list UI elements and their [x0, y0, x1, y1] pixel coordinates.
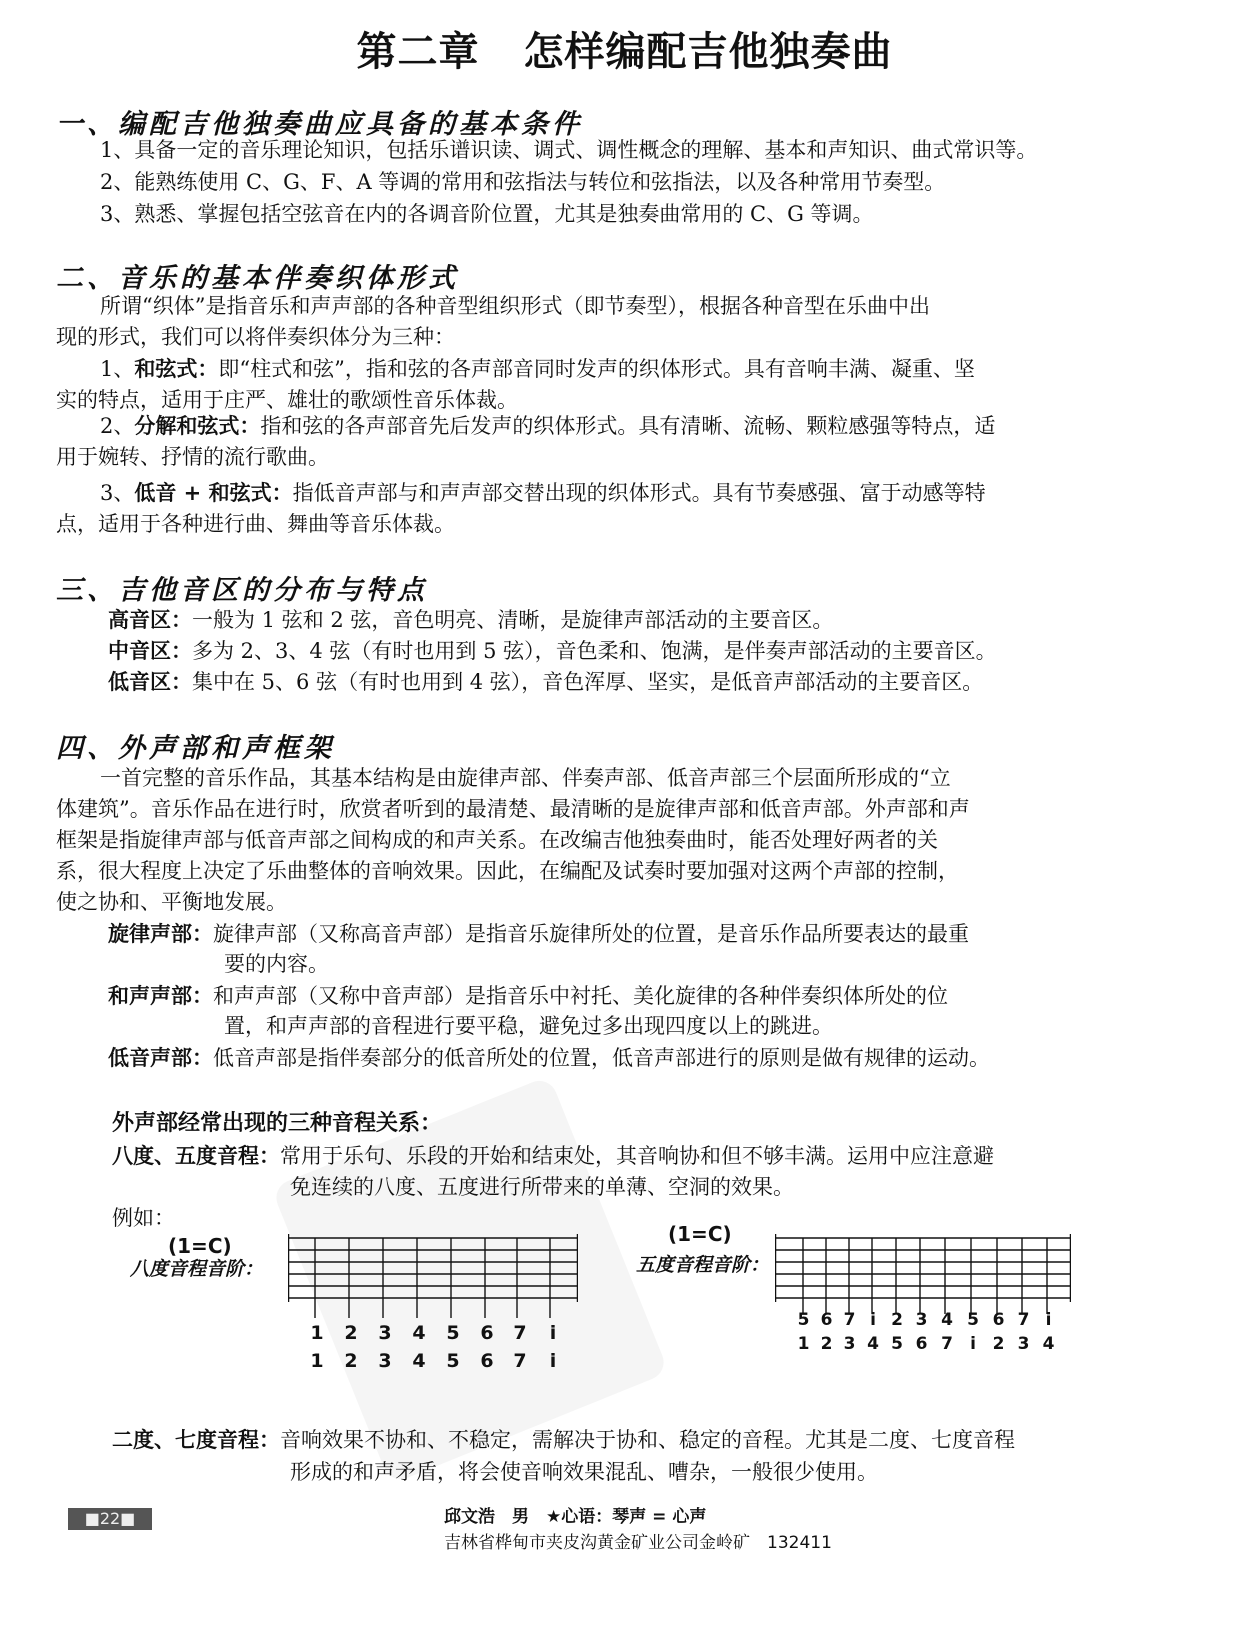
page-number-badge: ■22■ [68, 1508, 152, 1530]
s4-def-harmony-cont: 置，和声声部的音程进行要平稳，避免过多出现四度以上的跳进。 [224, 1014, 833, 1038]
s2-intro-line-2: 现的形式，我们可以将伴奏织体分为三种： [56, 325, 455, 349]
s4-def-bass: 低音声部：低音声部是指伴奏部分的低音所处的位置，低音声部进行的原则是做有规律的运动。 [108, 1046, 990, 1070]
right-notes-bottom: 1 2 3 4 5 6 7 i 2 3 4 [797, 1334, 1055, 1354]
s4-para-line-1: 一首完整的音乐作品，其基本结构是由旋律声部、伴奏声部、低音声部三个层面所形成的“立 [100, 766, 951, 790]
example-label: 例如： [112, 1206, 175, 1230]
intervals-octave-fifth: 八度、五度音程：常用于乐句、乐段的开始和结束处，其音响协和但不够丰满。运用中应注意避 [112, 1144, 994, 1168]
s1-item-1: 1、具备一定的音乐理论知识，包括乐谱识读、调式、调性概念的理解、基本和声知识、曲式常识等。 [100, 138, 1038, 162]
left-guitar-tab [288, 1228, 578, 1318]
s4-para-line-2: 体建筑”。音乐作品在进行时，欣赏者听到的最清楚、最清晰的是旋律声部和低音声部。外声部和声 [56, 797, 970, 821]
s2-item-2: 2、分解和弦式：指和弦的各声部音先后发声的织体形式。具有清晰、流畅、颗粒感强等特点，适 [100, 414, 996, 438]
footer-author: 邱文浩 男 ★心语：琴声 = 心声 [444, 1507, 707, 1527]
footer-address: 吉林省桦甸市夹皮沟黄金矿业公司金岭矿 132411 [444, 1533, 832, 1553]
s2-item-3: 3、低音 + 和弦式：指低音声部与和声声部交替出现的织体形式。具有节奏感强、富于动感等特 [100, 481, 986, 505]
section-4-heading: 四、外声部和声框架 [56, 733, 335, 764]
section-3-heading: 三、吉他音区的分布与特点 [56, 575, 428, 606]
s1-item-3: 3、熟悉、掌握包括空弦音在内的各调音阶位置，尤其是独奏曲常用的 C、G 等调。 [100, 202, 874, 226]
s3-range-low: 低音区：集中在 5、6 弦（有时也用到 4 弦），音色浑厚、坚实，是低音声部活动的主要音区。 [108, 670, 984, 694]
left-notes-bottom: 1 2 3 4 5 6 7 i [310, 1350, 557, 1372]
right-tab-label: 五度音程音阶： [636, 1254, 770, 1276]
s4-def-melody: 旋律声部：旋律声部（又称高音声部）是指音乐旋律所处的位置，是音乐作品所要表达的最重 [108, 922, 969, 946]
intervals-second-seventh-cont: 形成的和声矛盾，将会使音响效果混乱、嘈杂，一般很少使用。 [290, 1460, 878, 1484]
s2-intro-line-1: 所谓“织体”是指音乐和声声部的各种音型组织形式（即节奏型），根据各种音型在乐曲中出 [100, 294, 930, 318]
right-guitar-tab [775, 1230, 1071, 1314]
s2-item-1: 1、和弦式：即“柱式和弦”，指和弦的各声部音同时发声的织体形式。具有音响丰满、凝重、坚 [100, 357, 975, 381]
intervals-second-seventh: 二度、七度音程：音响效果不协和、不稳定，需解决于协和、稳定的音程。尤其是二度、七度音程 [112, 1428, 1015, 1452]
left-notes-top: 1 2 3 4 5 6 7 i [310, 1322, 557, 1344]
s3-range-high: 高音区：一般为 1 弦和 2 弦，音色明亮、清晰，是旋律声部活动的主要音区。 [108, 608, 834, 632]
left-tab-label: 八度音程音阶： [130, 1258, 264, 1280]
section-1-heading: 一、编配吉他独奏曲应具备的基本条件 [56, 109, 583, 140]
right-notes-top: 5 6 7 i 2 3 4 5 6 7 i [797, 1310, 1052, 1330]
s2-item-2-cont: 用于婉转、抒情的流行歌曲。 [56, 445, 329, 469]
right-key-signature: (1=C) [668, 1222, 732, 1246]
page-title: 第二章 怎样编配吉他独奏曲 [356, 29, 893, 75]
s4-def-melody-cont: 要的内容。 [224, 952, 329, 976]
s4-para-line-5: 使之协和、平衡地发展。 [56, 890, 287, 914]
s2-item-3-cont: 点，适用于各种进行曲、舞曲等音乐体裁。 [56, 512, 455, 536]
intervals-octave-fifth-cont: 免连续的八度、五度进行所带来的单薄、空洞的效果。 [290, 1175, 794, 1199]
s4-para-line-3: 框架是指旋律声部与低音声部之间构成的和声关系。在改编吉他独奏曲时，能否处理好两者的关 [56, 828, 938, 852]
section-2-heading: 二、音乐的基本伴奏织体形式 [56, 263, 459, 294]
s4-def-harmony: 和声声部：和声声部（又称中音声部）是指音乐中衬托、美化旋律的各种伴奏织体所处的位 [108, 984, 948, 1008]
s4-para-line-4: 系，很大程度上决定了乐曲整体的音响效果。因此，在编配及试奏时要加强对这两个声部的控制， [56, 859, 959, 883]
left-key-signature: (1=C) [168, 1234, 232, 1258]
s3-range-mid: 中音区：多为 2、3、4 弦（有时也用到 5 弦），音色柔和、饱满，是伴奏声部活动的主要音区。 [108, 639, 997, 663]
s2-item-1-cont: 实的特点，适用于庄严、雄壮的歌颂性音乐体裁。 [56, 388, 518, 412]
s1-item-2: 2、能熟练使用 C、G、F、A 等调的常用和弦指法与转位和弦指法，以及各种常用节奏型。 [100, 170, 946, 194]
intervals-heading: 外声部经常出现的三种音程关系： [112, 1111, 443, 1136]
